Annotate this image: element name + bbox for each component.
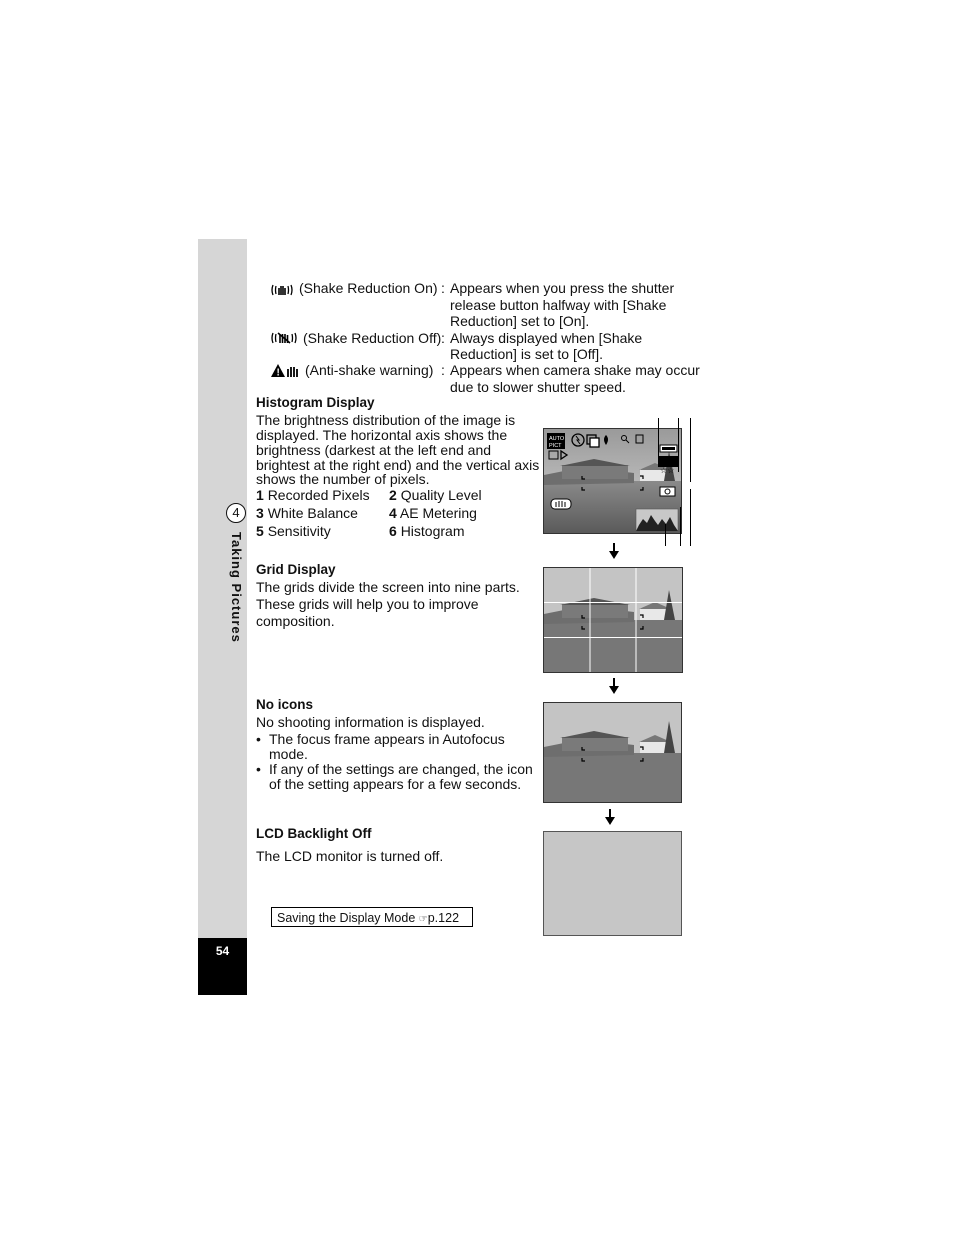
legend-item-1: 1 Recorded Pixels — [256, 487, 370, 503]
legend-item-6: 6 Histogram — [389, 523, 465, 539]
grid-screen-image — [543, 567, 683, 673]
shake-off-desc-1: Always displayed when [Shake — [450, 330, 643, 346]
histogram-body-4: brightest at the right end) and the vertical axis — [256, 457, 540, 473]
shake-on-label: (Shake Reduction On) — [299, 280, 438, 296]
grid-body-1: The grids divide the screen into nine parts. — [256, 579, 520, 595]
histogram-body-5: shows the number of pixels. — [256, 471, 430, 487]
lcd-heading: LCD Backlight Off — [256, 826, 372, 841]
down-arrow-2 — [613, 678, 615, 687]
shake-on-desc-1: Appears when you press the shutter — [450, 280, 675, 296]
noicons-bullet-1-line-2: mode. — [269, 746, 308, 762]
callout-line-4 — [690, 489, 691, 546]
page-number-box — [198, 938, 247, 995]
bullet-dot-2: • — [256, 761, 261, 777]
shake-off-label: (Shake Reduction Off) — [303, 330, 442, 346]
noicons-screen-image — [543, 702, 682, 803]
legend-item-3: 3 White Balance — [256, 505, 358, 521]
histogram-body-2: displayed. The horizontal axis shows the — [256, 427, 508, 443]
chapter-title: Taking Pictures — [229, 532, 244, 643]
chapter-number: 4 — [226, 503, 246, 523]
shake-on-desc-3: Reduction] set to [On]. — [450, 313, 590, 329]
legend-item-5: 5 Sensitivity — [256, 523, 331, 539]
noicons-bullet-1-line-1: The focus frame appears in Autofocus — [269, 731, 505, 747]
shake-off-sep: : — [441, 330, 445, 346]
anti-shake-sep: : — [441, 362, 445, 378]
shake-on-desc-2: release button halfway with [Shake — [450, 297, 667, 313]
legend-item-4: 4 AE Metering — [389, 505, 477, 521]
callout-line-3 — [690, 418, 691, 482]
histogram-body-3: brightness (darkest at the left end and — [256, 442, 492, 458]
anti-shake-desc-2: due to slower shutter speed. — [450, 379, 626, 395]
callout-line-5 — [680, 507, 681, 546]
histogram-body-1: The brightness distribution of the image is — [256, 412, 516, 428]
page-number: 54 — [215, 944, 230, 958]
noicons-bullet-2-line-1: If any of the settings are changed, the icon — [269, 761, 533, 777]
shake-reduction-off-icon — [270, 331, 298, 345]
note-text: Saving the Display Mode — [277, 911, 416, 925]
lcd-body: The LCD monitor is turned off. — [256, 848, 444, 864]
callout-line-2 — [678, 418, 679, 472]
noicons-heading: No icons — [256, 697, 314, 712]
shake-on-sep: : — [441, 280, 445, 296]
auto-pict-text: AUTO — [549, 436, 565, 442]
noicons-body: No shooting information is displayed. — [256, 714, 485, 730]
svg-text:☆☆: ☆☆ — [660, 466, 675, 475]
down-arrow-1 — [613, 543, 615, 552]
note-ref[interactable]: p.122 — [427, 911, 460, 925]
anti-shake-warning-icon — [270, 363, 300, 378]
auto-pict-text-2: PICT — [549, 443, 562, 449]
histogram-screen-image — [543, 428, 682, 534]
grid-body-2: These grids will help you to improve — [256, 596, 479, 612]
legend-item-2: 2 Quality Level — [389, 487, 482, 503]
lcd-off-screen — [543, 831, 682, 936]
shake-off-desc-2: Reduction] is set to [Off]. — [450, 346, 604, 362]
callout-line-6 — [665, 524, 666, 546]
grid-heading: Grid Display — [256, 562, 336, 577]
shake-reduction-on-icon — [270, 283, 294, 297]
down-arrow-3 — [609, 809, 611, 818]
histogram-heading: Histogram Display — [256, 395, 375, 410]
anti-shake-label: (Anti-shake warning) — [305, 362, 434, 378]
callout-line-1 — [658, 418, 659, 466]
noicons-bullet-2-line-2: of the setting appears for a few seconds. — [269, 776, 522, 792]
page-ref-icon: ☞ — [418, 914, 428, 925]
svg-text:!: ! — [276, 367, 280, 378]
anti-shake-desc-1: Appears when camera shake may occur — [450, 362, 700, 378]
grid-body-3: composition. — [256, 613, 335, 629]
bullet-dot-1: • — [256, 731, 261, 747]
reference-note — [271, 907, 473, 927]
